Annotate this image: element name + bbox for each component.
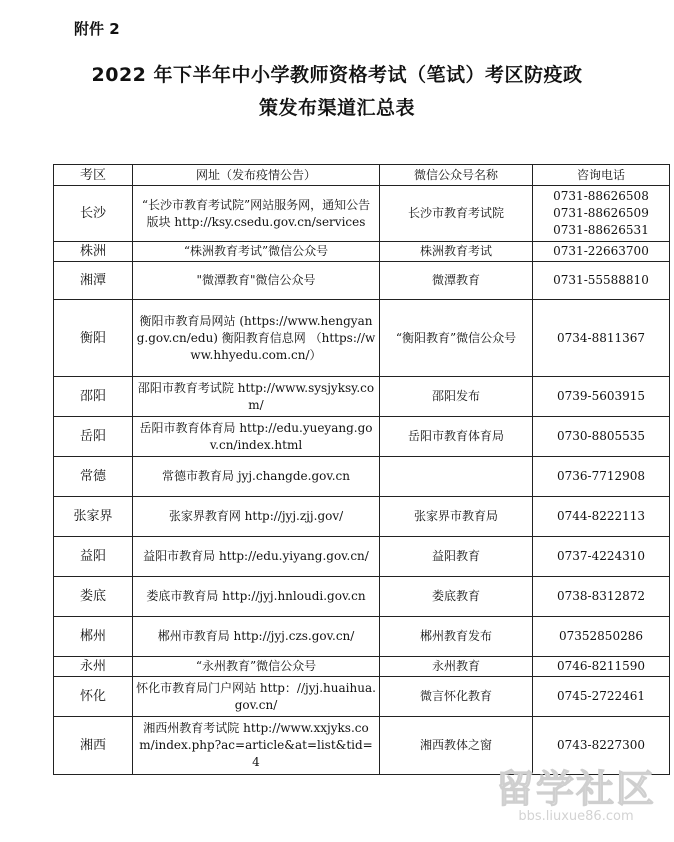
phone-number: 0744-8222113 <box>556 509 646 523</box>
district-cell: 株洲 <box>54 242 133 262</box>
phone-number: 0738-8312872 <box>556 589 646 603</box>
district-cell: 永州 <box>54 657 133 677</box>
phone-cell <box>533 617 670 657</box>
wechat-cell: 娄底教育 <box>380 577 533 617</box>
wechat-cell: 株洲教育考试 <box>380 242 533 262</box>
wechat-cell <box>380 457 533 497</box>
wechat-cell: 益阳教育 <box>380 537 533 577</box>
phone-cell <box>533 377 670 417</box>
phone-number: 0734-8811367 <box>556 330 646 345</box>
watermark-logo: 留学社区 <box>495 767 656 811</box>
phone-number: 0746-8211590 <box>556 659 646 673</box>
website-cell: 郴州市教育局 http://jyj.czs.gov.cn/ <box>133 617 380 657</box>
wechat-cell: 长沙市教育考试院 <box>380 186 533 242</box>
website-cell: 邵阳市教育考试院 http://www.sysjyksy.com/ <box>133 377 380 417</box>
table-row <box>54 417 670 457</box>
phone-number: 0743-8227300 <box>556 738 646 752</box>
wechat-cell: 岳阳市教育体育局 <box>380 417 533 457</box>
document-title-line-2: 策发布渠道汇总表 <box>258 97 415 119</box>
website-cell: “永州教育”微信公众号 <box>133 657 380 677</box>
district-cell: 岳阳 <box>54 417 133 457</box>
website-cell: 常德市教育局 jyj.changde.gov.cn <box>133 457 380 497</box>
phone-number: 0731-88626508 <box>553 189 649 203</box>
phone-cell <box>533 417 670 457</box>
table-row <box>54 537 670 577</box>
header-website: 网址（发布疫情公告） <box>133 165 380 186</box>
wechat-cell: 永州教育 <box>380 657 533 677</box>
website-cell: 益阳市教育局 http://edu.yiyang.gov.cn/ <box>133 537 380 577</box>
table-row <box>54 577 670 617</box>
website-cell: 娄底市教育局 http://jyj.hnloudi.gov.cn <box>133 577 380 617</box>
table-row <box>54 262 670 300</box>
phone-cell <box>533 186 670 242</box>
district-cell: 怀化 <box>54 677 133 717</box>
district-cell: 益阳 <box>54 537 133 577</box>
exam-area-table <box>53 164 670 775</box>
phone-number: 0731-55588810 <box>553 273 649 287</box>
website-cell: "微潭教育"微信公众号 <box>133 262 380 300</box>
attachment-label: 附件 2 <box>74 20 120 38</box>
district-cell: 衡阳 <box>54 300 133 377</box>
header-phone: 咨询电话 <box>533 165 670 186</box>
phone-number: 0737-4224310 <box>556 549 646 563</box>
website-cell: “长沙市教育考试院”网站服务网，通知公告版块 http://ksy.csedu.gov.cn/services <box>133 186 380 242</box>
table-row <box>54 377 670 417</box>
wechat-cell: 微言怀化教育 <box>380 677 533 717</box>
header-district: 考区 <box>54 165 133 186</box>
wechat-cell: 邵阳发布 <box>380 377 533 417</box>
district-cell: 湘西 <box>54 717 133 775</box>
phone-cell <box>533 457 670 497</box>
watermark-url: bbs.liuxue86.com <box>518 809 634 824</box>
wechat-cell: “衡阳教育”微信公众号 <box>380 300 533 377</box>
district-cell: 湘潭 <box>54 262 133 300</box>
phone-cell <box>533 657 670 677</box>
phone-cell <box>533 497 670 537</box>
wechat-cell: 郴州教育发布 <box>380 617 533 657</box>
phone-cell <box>533 577 670 617</box>
table-header-row <box>54 165 670 186</box>
website-cell: “株洲教育考试”微信公众号 <box>133 242 380 262</box>
phone-number: 0731-22663700 <box>553 244 649 258</box>
website-cell: 衡阳市教育局网站 (https://www.hengyang.gov.cn/edu) 衡阳教育信息网 （https://www.hhyedu.com.cn/） <box>133 300 380 377</box>
district-cell: 长沙 <box>54 186 133 242</box>
table-body <box>54 186 670 775</box>
district-cell: 娄底 <box>54 577 133 617</box>
header-wechat: 微信公众号名称 <box>380 165 533 186</box>
district-cell: 张家界 <box>54 497 133 537</box>
phone-cell <box>533 677 670 717</box>
table-row <box>54 457 670 497</box>
phone-number: 0736-7712908 <box>556 469 646 483</box>
website-cell: 湘西州教育考试院 http://www.xxjyks.com/index.php?ac=article&at=list&tid=4 <box>133 717 380 775</box>
document-title-line-1: 2022 年下半年中小学教师资格考试（笔试）考区防疫政 <box>91 64 583 86</box>
table-row <box>54 242 670 262</box>
phone-number: 0745-2722461 <box>556 689 646 703</box>
phone-cell <box>533 262 670 300</box>
website-cell: 张家界教育网 http://jyj.zjj.gov/ <box>133 497 380 537</box>
wechat-cell: 湘西教体之窗 <box>380 717 533 775</box>
phone-number: 0739-5603915 <box>556 389 646 403</box>
phone-number: 0731-88626509 <box>553 206 649 220</box>
table-row <box>54 677 670 717</box>
district-cell: 郴州 <box>54 617 133 657</box>
table-row <box>54 657 670 677</box>
watermark <box>496 758 656 824</box>
wechat-cell: 微潭教育 <box>380 262 533 300</box>
phone-number: 0730-8805535 <box>556 429 646 443</box>
website-cell: 岳阳市教育体育局 http://edu.yueyang.gov.cn/index.html <box>133 417 380 457</box>
district-cell: 常德 <box>54 457 133 497</box>
table-row <box>54 186 670 242</box>
phone-number: 07352850286 <box>559 629 643 643</box>
district-cell: 邵阳 <box>54 377 133 417</box>
phone-cell <box>533 300 670 377</box>
phone-cell <box>533 242 670 262</box>
table-row <box>54 300 670 377</box>
phone-cell <box>533 537 670 577</box>
wechat-cell: 张家界市教育局 <box>380 497 533 537</box>
table-row <box>54 497 670 537</box>
table-row <box>54 617 670 657</box>
website-cell: 怀化市教育局门户网站 http：//jyj.huaihua.gov.cn/ <box>133 677 380 717</box>
phone-number: 0731-88626531 <box>553 223 649 237</box>
